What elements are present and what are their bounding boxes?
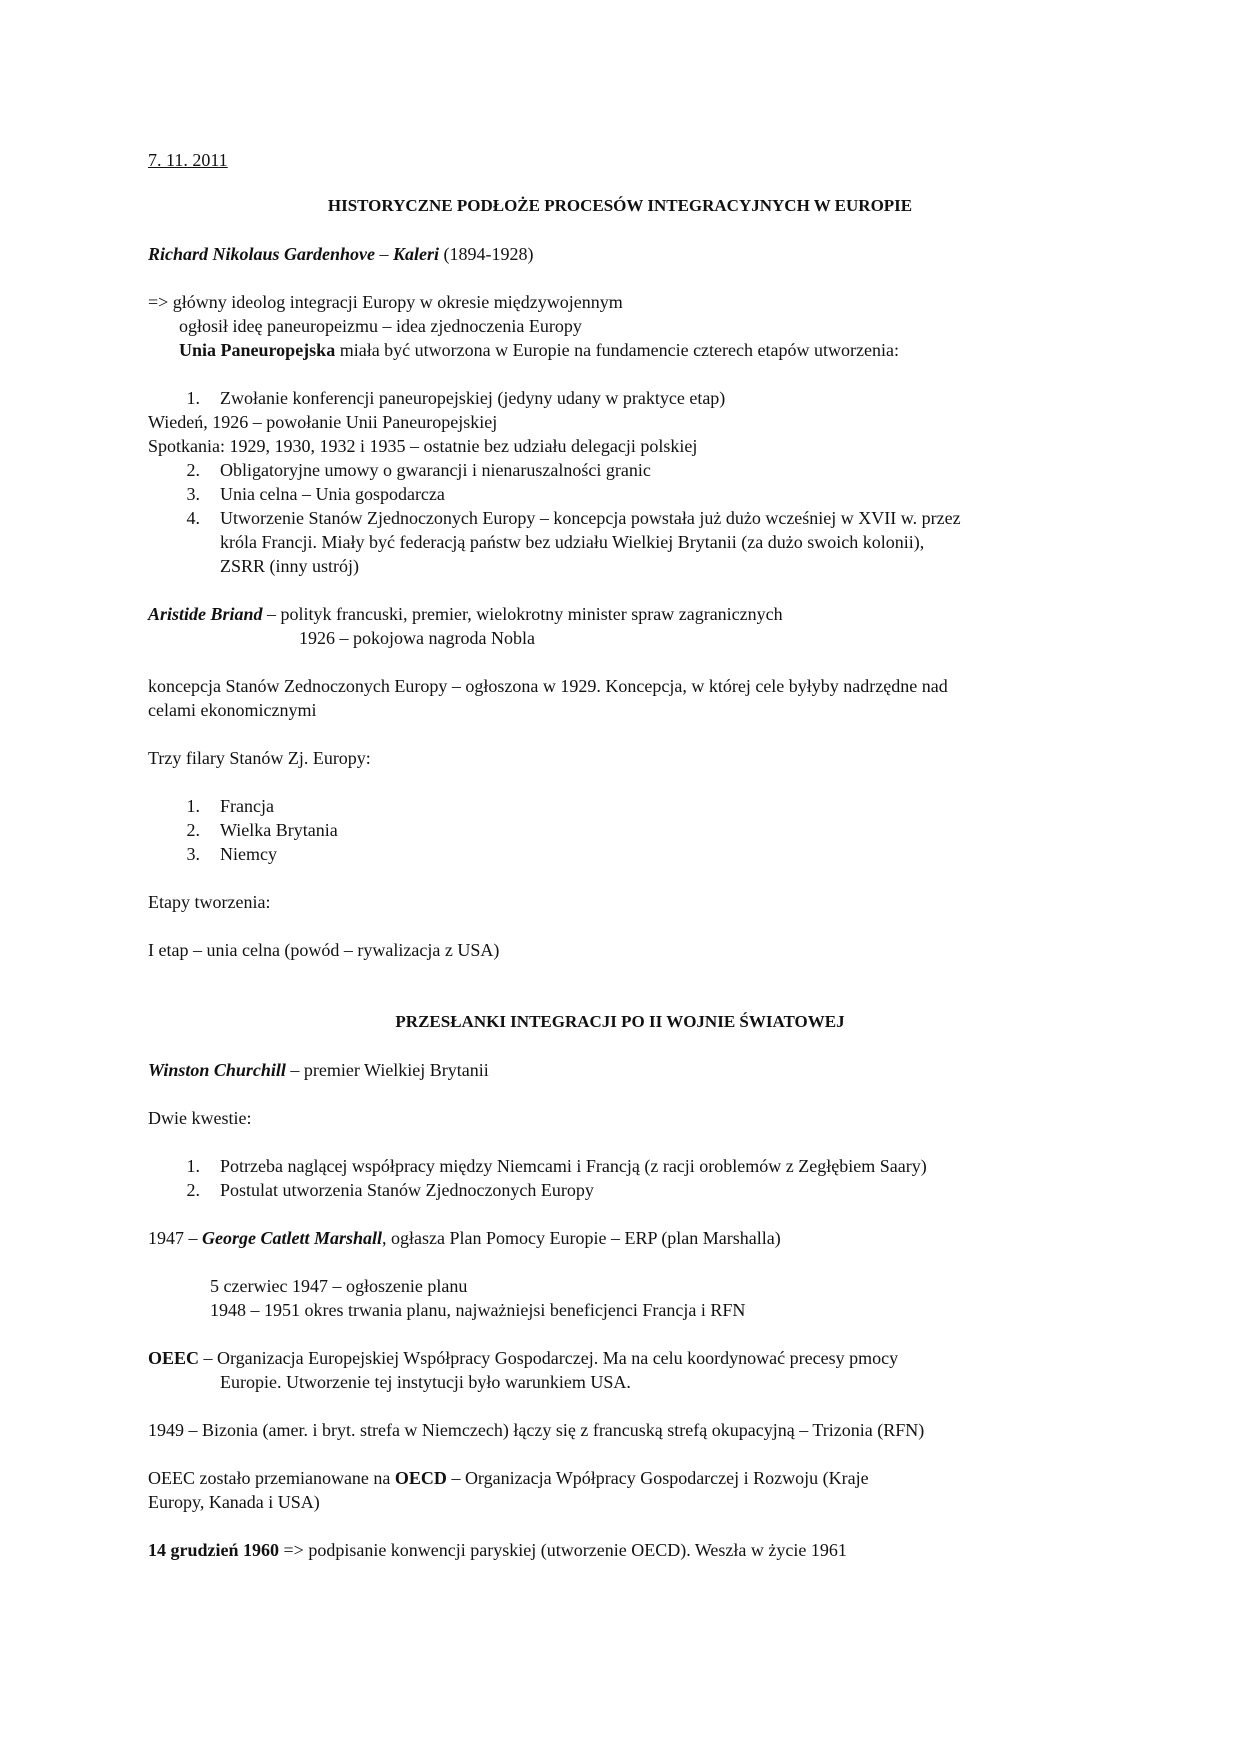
- unia-paneuropejska: Unia Paneuropejska: [179, 340, 336, 360]
- person-gardenhove: [148, 242, 534, 266]
- oeec-line-1: [148, 1346, 898, 1370]
- marshall-line-2: 5 czerwiec 1947 – ogłoszenie planu: [210, 1276, 468, 1296]
- oeec-line-2: Europie. Utworzenie tej instytucji było warunkiem USA.: [220, 1372, 631, 1392]
- filary-heading: Trzy filary Stanów Zj. Europy:: [148, 748, 371, 768]
- etap-i: I etap – unia celna (powód – rywalizacja z USA): [148, 940, 500, 960]
- oecd-desc: – Organizacja Wpółpracy Gospodarczej i Rozwoju (Kraje: [446, 1468, 869, 1488]
- marshall-year: 1947 –: [148, 1228, 202, 1248]
- list-number: 1.: [186, 796, 200, 816]
- stage-item-4-line-2: króla Francji. Miały być federacją państw bez udziału Wielkiej Brytanii (za dużo swoich kolonii),: [220, 532, 925, 552]
- kwestia-item-1: Potrzeba naglącej współpracy między Niemcami i Francją (z racji oroblemów z Zegłębiem Saary): [220, 1156, 927, 1176]
- kwestia-item-2: Postulat utworzenia Stanów Zjednoczonych Europy: [220, 1180, 594, 1200]
- marshall-name: George Catlett Marshall: [202, 1228, 383, 1248]
- oeec-desc: – Organizacja Europejskiej Współpracy Gospodarczej. Ma na celu koordynować precesy pmocy: [199, 1348, 899, 1368]
- sep: –: [375, 244, 394, 264]
- briand-line-2: 1926 – pokojowa nagroda Nobla: [299, 628, 535, 648]
- stage-item-3: Unia celna – Unia gospodarcza: [220, 484, 445, 504]
- list-number: 2.: [186, 1180, 200, 1200]
- briand-name: Aristide Briand: [148, 604, 263, 624]
- oecd-line-2: Europy, Kanada i USA): [148, 1492, 320, 1512]
- spotkania-line: Spotkania: 1929, 1930, 1932 i 1935 – ostatnie bez udziału delegacji polskiej: [148, 436, 698, 456]
- filar-item: Francja: [220, 796, 274, 816]
- filar-item: Wielka Brytania: [220, 820, 338, 840]
- bizonia-line: 1949 – Bizonia (amer. i bryt. strefa w Niemczech) łączy się z francuską strefą okupacyjną – Trizonia (RFN): [148, 1420, 925, 1440]
- koncepcja-line-2: celami ekonomicznymi: [148, 700, 317, 720]
- oecd-line-1: [148, 1466, 869, 1490]
- list-number: 1.: [186, 388, 200, 408]
- filar-item: Niemcy: [220, 844, 277, 864]
- person-name-2: Kaleri: [393, 244, 440, 264]
- marshall-line-3: 1948 – 1951 okres trwania planu, najważniejsi beneficjenci Francja i RFN: [210, 1300, 746, 1320]
- person-years: (1894-1928): [439, 244, 534, 264]
- list-number: 2.: [186, 820, 200, 840]
- grudzien-date: 14 grudzień 1960: [148, 1540, 280, 1560]
- ideolog-line-3: [179, 338, 899, 362]
- marshall-line-1: [148, 1226, 781, 1250]
- etapy-heading: Etapy tworzenia:: [148, 892, 271, 912]
- list-number: 4.: [186, 508, 200, 528]
- stage-item-4-line-1: Utworzenie Stanów Zjednoczonych Europy – koncepcja powstała już dużo wcześniej w XVII w. przez: [220, 508, 961, 528]
- oeec-term: OEEC: [148, 1348, 200, 1368]
- stage-item-4-line-3: ZSRR (inny ustrój): [220, 556, 360, 576]
- list-number: 1.: [186, 1156, 200, 1176]
- ideolog-line-3-rest: miała być utworzona w Europie na fundamencie czterech etapów utworzenia:: [335, 340, 899, 360]
- marshall-desc: , ogłasza Plan Pomocy Europie – ERP (plan Marshalla): [382, 1228, 781, 1248]
- wieden-line: Wiedeń, 1926 – powołanie Unii Paneuropejskiej: [148, 412, 498, 432]
- churchill-desc: – premier Wielkiej Brytanii: [285, 1060, 489, 1080]
- stage-item-1: Zwołanie konferencji paneuropejskiej (jedyny udany w praktyce etap): [220, 388, 726, 408]
- heading-przeslanki: PRZESŁANKI INTEGRACJI PO II WOJNIE ŚWIATOWEJ: [395, 1012, 845, 1031]
- churchill-line: [148, 1058, 489, 1082]
- ideolog-line-1: => główny ideolog integracji Europy w okresie międzywojennym: [148, 292, 623, 312]
- oecd-term: OECD: [394, 1468, 447, 1488]
- list-number: 3.: [186, 844, 200, 864]
- list-number: 2.: [186, 460, 200, 480]
- kwestie-heading: Dwie kwestie:: [148, 1108, 252, 1128]
- koncepcja-line-1: koncepcja Stanów Zednoczonych Europy – ogłoszona w 1929. Koncepcja, w której cele byłyby nadrzędne nad: [148, 676, 948, 696]
- heading-historyczne: HISTORYCZNE PODŁOŻE PROCESÓW INTEGRACYJNYCH W EUROPIE: [327, 196, 913, 215]
- briand-desc: – polityk francuski, premier, wielokrotny minister spraw zagranicznych: [262, 604, 783, 624]
- stage-item-2: Obligatoryjne umowy o gwarancji i nienaruszalności granic: [220, 460, 651, 480]
- grudzien-line: [148, 1538, 847, 1562]
- person-name: Richard Nikolaus Gardenhove: [148, 244, 376, 264]
- date: 7. 11. 2011: [148, 150, 228, 170]
- list-number: 3.: [186, 484, 200, 504]
- briand-line-1: [148, 602, 783, 626]
- ideolog-line-2: ogłosił ideę paneuropeizmu – idea zjednoczenia Europy: [179, 316, 582, 336]
- grudzien-desc: => podpisanie konwencji paryskiej (utworzenie OECD). Weszła w życie 1961: [279, 1540, 847, 1560]
- oecd-pre: OEEC zostało przemianowane na: [148, 1468, 395, 1488]
- churchill-name: Winston Churchill: [148, 1060, 286, 1080]
